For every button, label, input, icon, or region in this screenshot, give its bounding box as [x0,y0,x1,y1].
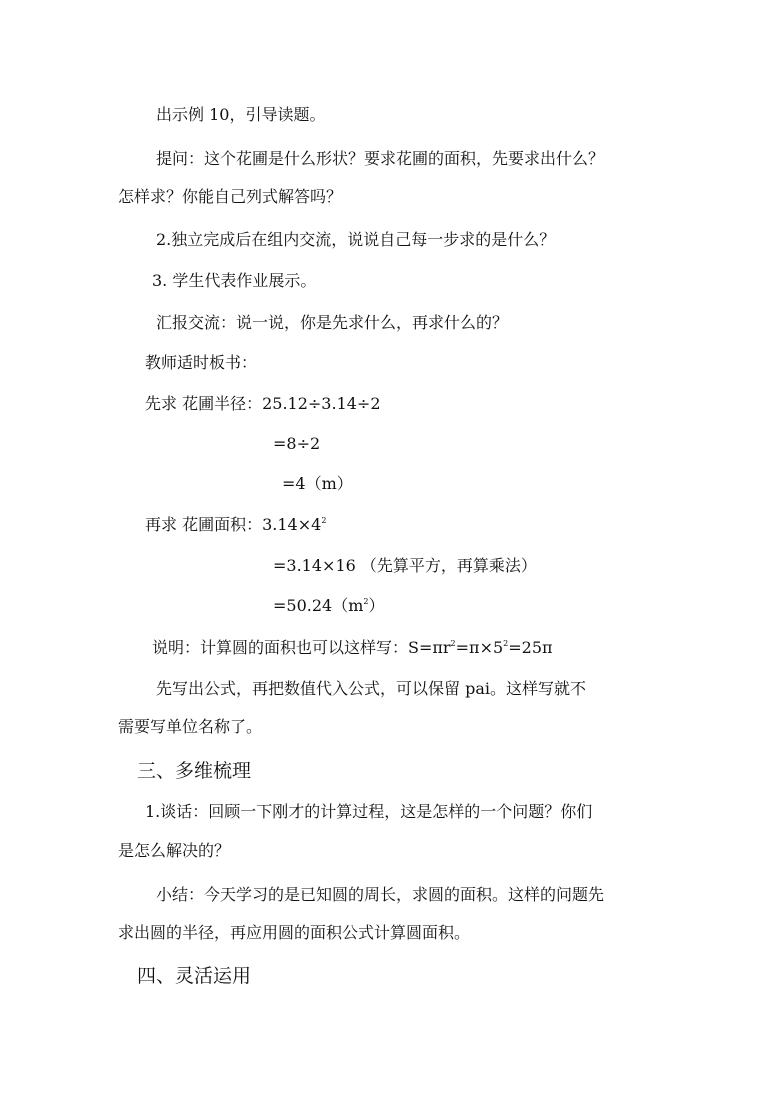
formula-radius-result: =4（m） [282,474,353,493]
paragraph-example-intro: 出示例 10，引导读题。 [156,105,326,124]
paragraph-summary: 小结：今天学习的是已知圆的周长，求圆的面积。这样的问题先 [156,885,605,904]
formula-radius-step-1: =8÷2 [273,434,321,453]
exponent: 2 [321,516,327,525]
explanation-text-2: =π×5 [455,638,504,657]
exponent: 2 [503,639,509,648]
explanation-text-1: 说明：计算圆的面积也可以这样写：S=πr [152,638,451,657]
paragraph-formula-tip: 先写出公式，再把数值代入公式，可以保留 pai。这样写就不 [156,679,586,698]
explanation-text-3: =25π [508,638,553,657]
paragraph-explanation [152,636,553,660]
formula-area-result-text: =50.24（m [273,596,364,615]
paragraph-step-3: 3. 学生代表作业展示。 [152,271,317,290]
section-heading-4: 四、灵活运用 [137,965,252,987]
paragraph-discussion-cont: 是怎么解决的？ [118,841,231,860]
exponent: 2 [450,639,456,648]
section-heading-3: 三、多维梳理 [137,760,252,782]
paragraph-question-cont: 怎样求？你能自己列式解答吗？ [118,187,343,206]
paragraph-question: 提问：这个花圃是什么形状？要求花圃的面积，先要求出什么？ [156,149,605,168]
exponent: 2 [363,597,369,606]
formula-area [145,513,326,537]
formula-area-step-1: =3.14×16 （先算平方，再算乘法） [273,556,537,575]
paragraph-summary-cont: 求出圆的半径，再应用圆的面积公式计算圆面积。 [118,923,471,942]
formula-area-result-close: ） [368,596,385,615]
paragraph-report: 汇报交流：说一说，你是先求什么，再求什么的？ [156,313,509,332]
formula-area-text: 再求 花圃面积：3.14×4 [145,515,322,534]
paragraph-formula-tip-cont: 需要写单位名称了。 [118,717,263,736]
paragraph-step-2: 2.独立完成后在组内交流，说说自己每一步求的是什么？ [156,230,556,249]
formula-radius: 先求 花圃半径：25.12÷3.14÷2 [145,394,381,413]
paragraph-discussion: 1.谈话：回顾一下刚才的计算过程，这是怎样的一个问题？你们 [145,802,593,821]
formula-area-result [273,594,385,618]
paragraph-board-note: 教师适时板书： [145,353,258,372]
